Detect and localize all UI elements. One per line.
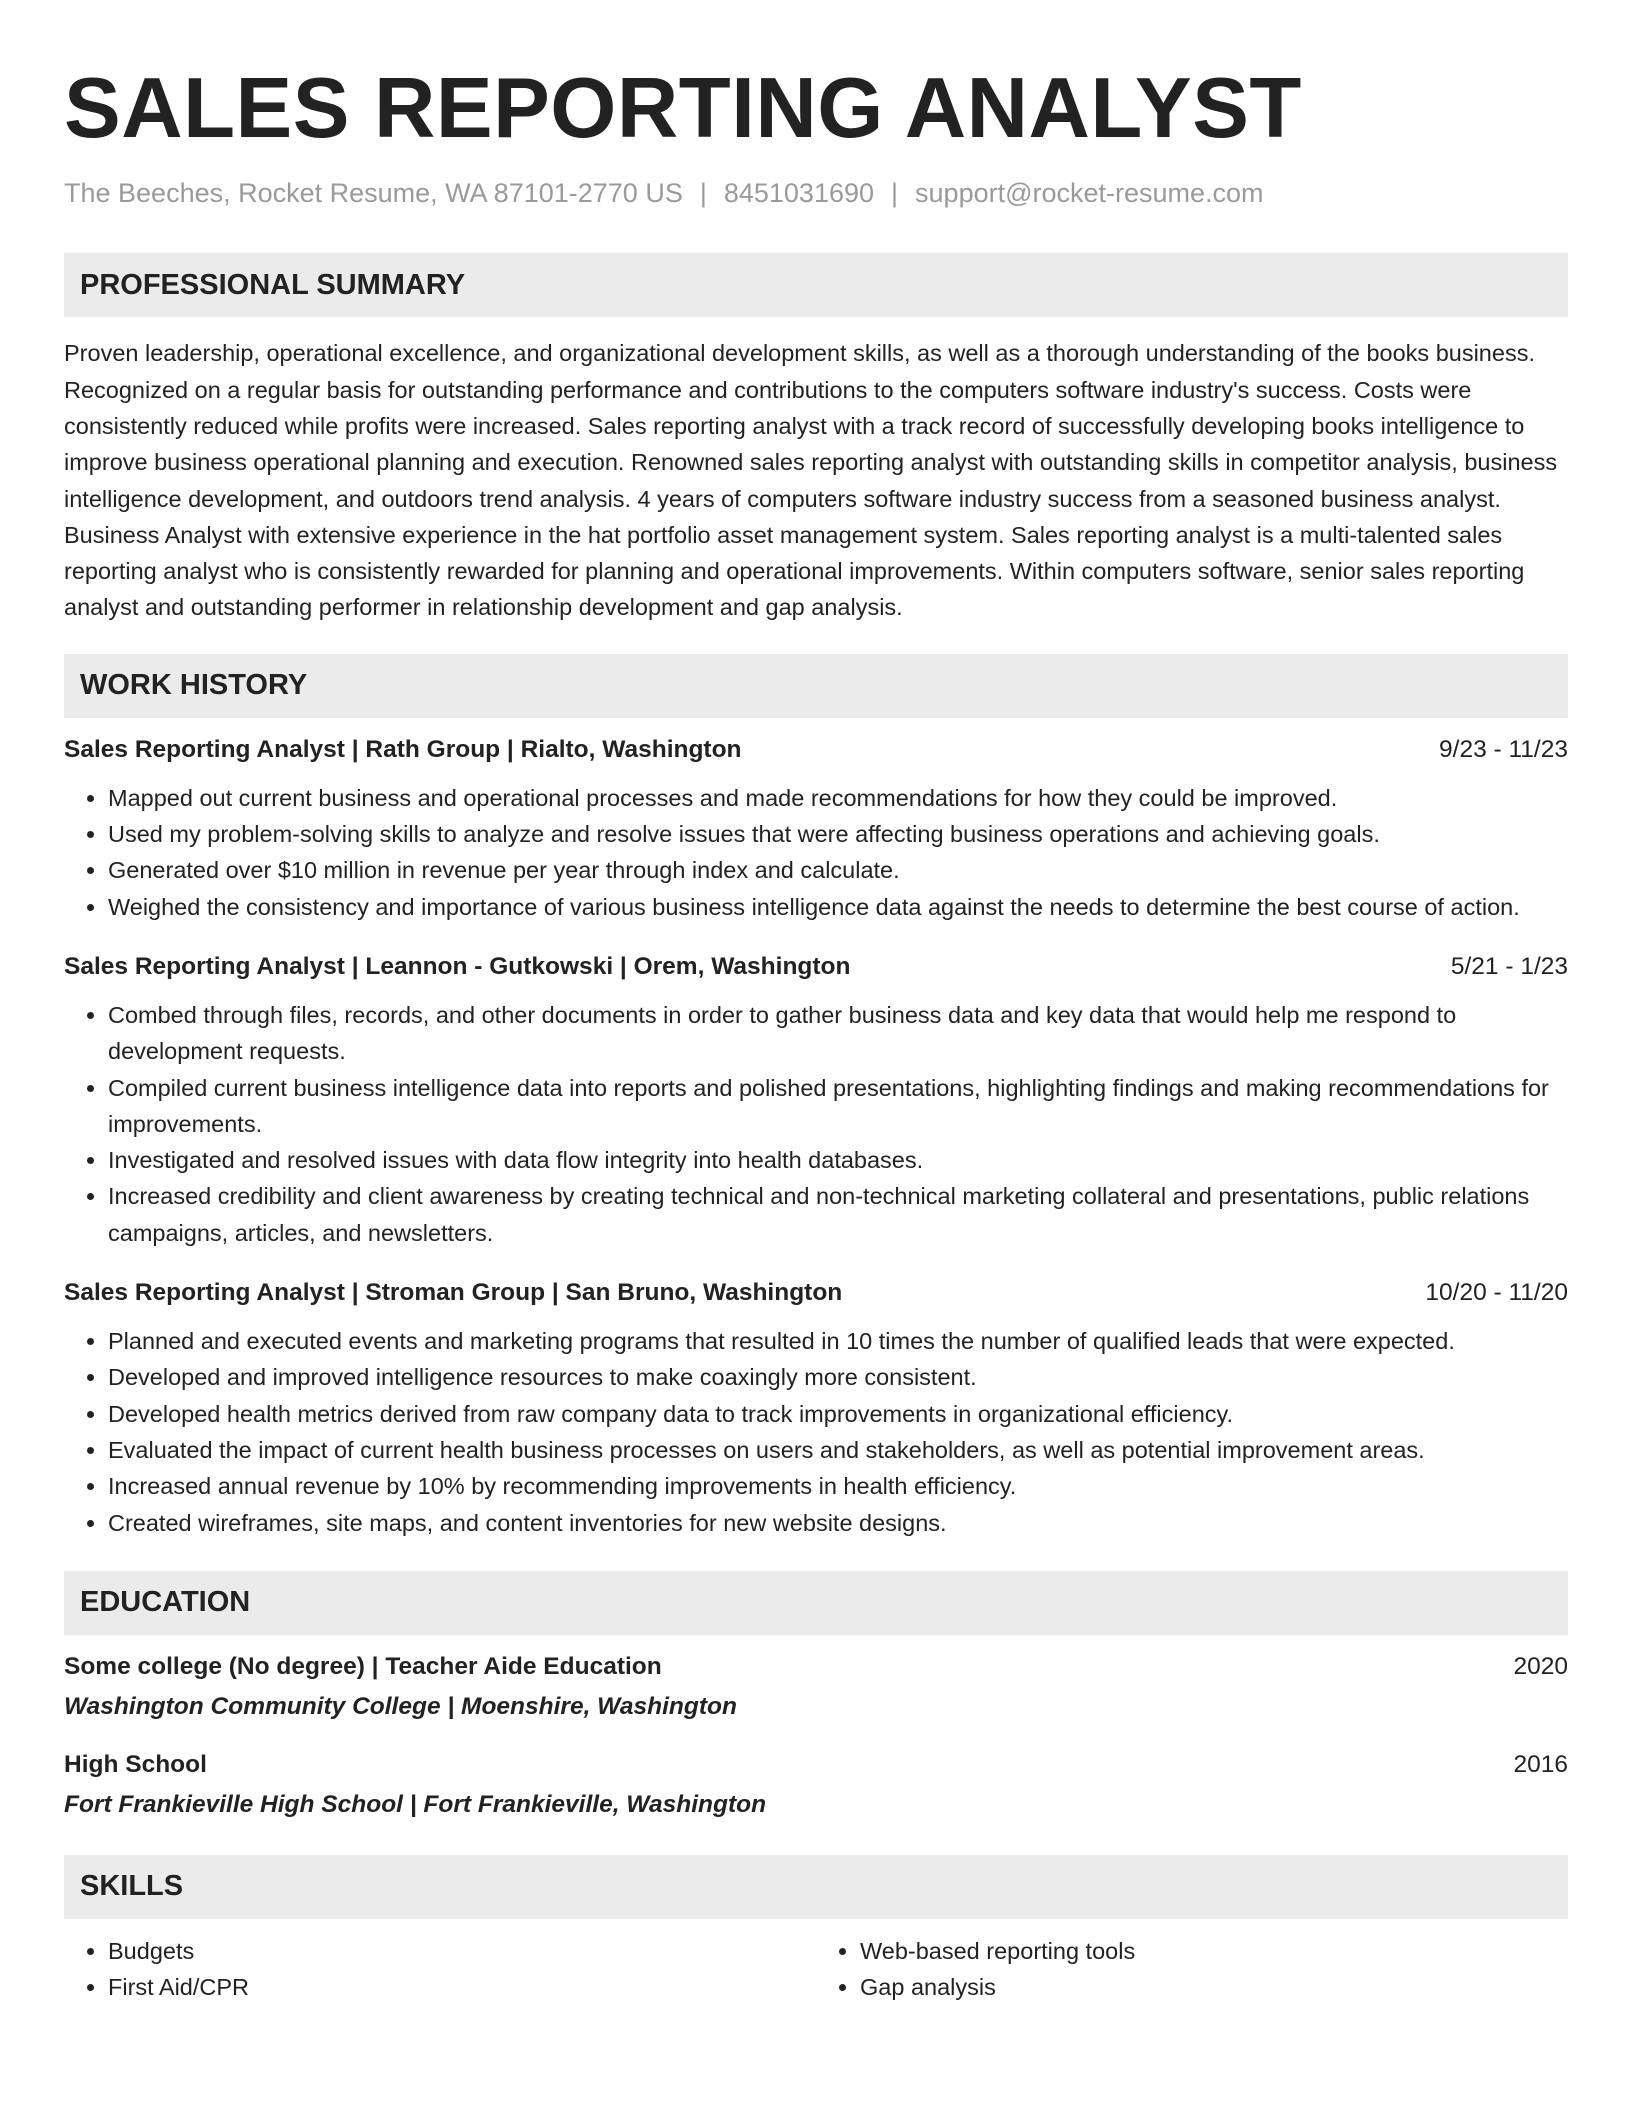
- education-school: Washington Community College | Moenshire, Washington: [64, 1692, 737, 1720]
- job-bullets: [64, 997, 1568, 1251]
- education-header: [64, 1651, 1568, 1683]
- section-header-skills: SKILLS: [64, 1855, 1568, 1919]
- skill-item: • First Aid/CPR: [108, 1969, 816, 2005]
- job-bullet: • Compiled current business intelligence data into reports and polished presentations, highlighting findings and making recommendations for improvements.: [108, 1070, 1568, 1143]
- job-bullet: • Used my problem-solving skills to analyze and resolve issues that were affecting business operations and achieving goals.: [108, 816, 1568, 852]
- job-bullet: • Generated over $10 million in revenue per year through index and calculate.: [108, 852, 1568, 888]
- section-header-summary: PROFESSIONAL SUMMARY: [64, 253, 1568, 317]
- education-header: [64, 1749, 1568, 1781]
- job-bullet: • Weighed the consistency and importance of various business intelligence data against the needs to determine the best course of action.: [108, 889, 1568, 925]
- job-header: [64, 734, 1568, 766]
- resume-title: SALES REPORTING ANALYST: [64, 61, 1302, 156]
- contact-phone: 8451031690: [723, 178, 875, 208]
- job-bullet: • Increased credibility and client awareness by creating technical and non-technical marketing collateral and presentations, public relations campaigns, articles, and newsletters.: [108, 1178, 1568, 1251]
- section-header-work-history: WORK HISTORY: [64, 654, 1568, 718]
- job-bullet: • Mapped out current business and operational processes and made recommendations for how they could be improved.: [108, 780, 1568, 816]
- skills-list: [64, 1933, 1568, 2006]
- contact-address: The Beeches, Rocket Resume, WA 87101-2770 US: [64, 178, 683, 208]
- job-bullet: • Combed through files, records, and other documents in order to gather business data and key data that would help me respond to development requests.: [108, 997, 1568, 1070]
- education-entry: [64, 1651, 1568, 1723]
- skill-item: • Budgets: [108, 1933, 816, 1969]
- job-bullet: • Increased annual revenue by 10% by recommending improvements in health efficiency.: [108, 1468, 1568, 1504]
- skills-column-right: [816, 1933, 1568, 2006]
- job-header: [64, 951, 1568, 983]
- job-dates: 10/20 - 11/20: [1425, 1279, 1568, 1307]
- contact-separator: |: [699, 178, 707, 208]
- education-year: 2020: [1513, 1652, 1568, 1680]
- job-bullet: • Planned and executed events and marketing programs that resulted in 10 times the number of qualified leads that were expected.: [108, 1323, 1568, 1359]
- job-bullets: [64, 780, 1568, 925]
- job-header: [64, 1277, 1568, 1309]
- section-header-education: EDUCATION: [64, 1571, 1568, 1635]
- skill-item: • Web-based reporting tools: [860, 1933, 1568, 1969]
- education-year: 2016: [1513, 1750, 1568, 1778]
- education-degree: Some college (No degree) | Teacher Aide Education: [64, 1652, 662, 1680]
- job-entry: [64, 734, 1568, 925]
- job-title: Sales Reporting Analyst | Rath Group | Rialto, Washington: [64, 735, 742, 763]
- summary-text: Proven leadership, operational excellence, and organizational development skills, as well as a thorough understanding of the books business. Recognized on a regular basis for outstanding performance and contributions to the computers software industry's success. Costs were consistently reduced while profits were increased. Sales reporting analyst with a track record of successfully developing books intelligence to improve business operational planning and execution. Renowned sales reporting analyst with outstanding skills in competitor analysis, business intelligence development, and outdoors trend analysis. 4 years of computers software industry success from a seasoned business analyst. Business Analyst with extensive experience in the hat portfolio asset management system. Sales reporting analyst is a multi-talented sales reporting analyst who is consistently rewarded for planning and operational improvements. Within computers software, senior sales reporting analyst and outstanding performer in relationship development and gap analysis.: [64, 340, 1558, 621]
- job-entry: [64, 1277, 1568, 1541]
- job-bullets: [64, 1323, 1568, 1541]
- job-bullet: • Developed health metrics derived from raw company data to track improvements in organizational efficiency.: [108, 1396, 1568, 1432]
- job-dates: 9/23 - 11/23: [1439, 735, 1568, 763]
- contact-separator: |: [891, 178, 899, 208]
- job-bullet: • Created wireframes, site maps, and content inventories for new website designs.: [108, 1505, 1568, 1541]
- skills-column-left: [64, 1933, 816, 2006]
- skill-item: • Gap analysis: [860, 1969, 1568, 2005]
- job-title: Sales Reporting Analyst | Stroman Group | San Bruno, Washington: [64, 1279, 843, 1307]
- job-entry: [64, 951, 1568, 1251]
- contact-email[interactable]: support@rocket-resume.com: [915, 178, 1264, 208]
- education-school: Fort Frankieville High School | Fort Frankieville, Washington: [64, 1790, 767, 1818]
- job-bullet: • Developed and improved intelligence resources to make coaxingly more consistent.: [108, 1359, 1568, 1395]
- job-title: Sales Reporting Analyst | Leannon - Gutkowski | Orem, Washington: [64, 952, 851, 980]
- education-entry: [64, 1749, 1568, 1821]
- education-degree: High School: [64, 1750, 207, 1778]
- contact-line: [64, 177, 1568, 209]
- job-bullet: • Evaluated the impact of current health business processes on users and stakeholders, as well as potential improvement areas.: [108, 1432, 1568, 1468]
- job-dates: 5/21 - 1/23: [1450, 952, 1568, 980]
- job-bullet: • Investigated and resolved issues with data flow integrity into health databases.: [108, 1142, 1568, 1178]
